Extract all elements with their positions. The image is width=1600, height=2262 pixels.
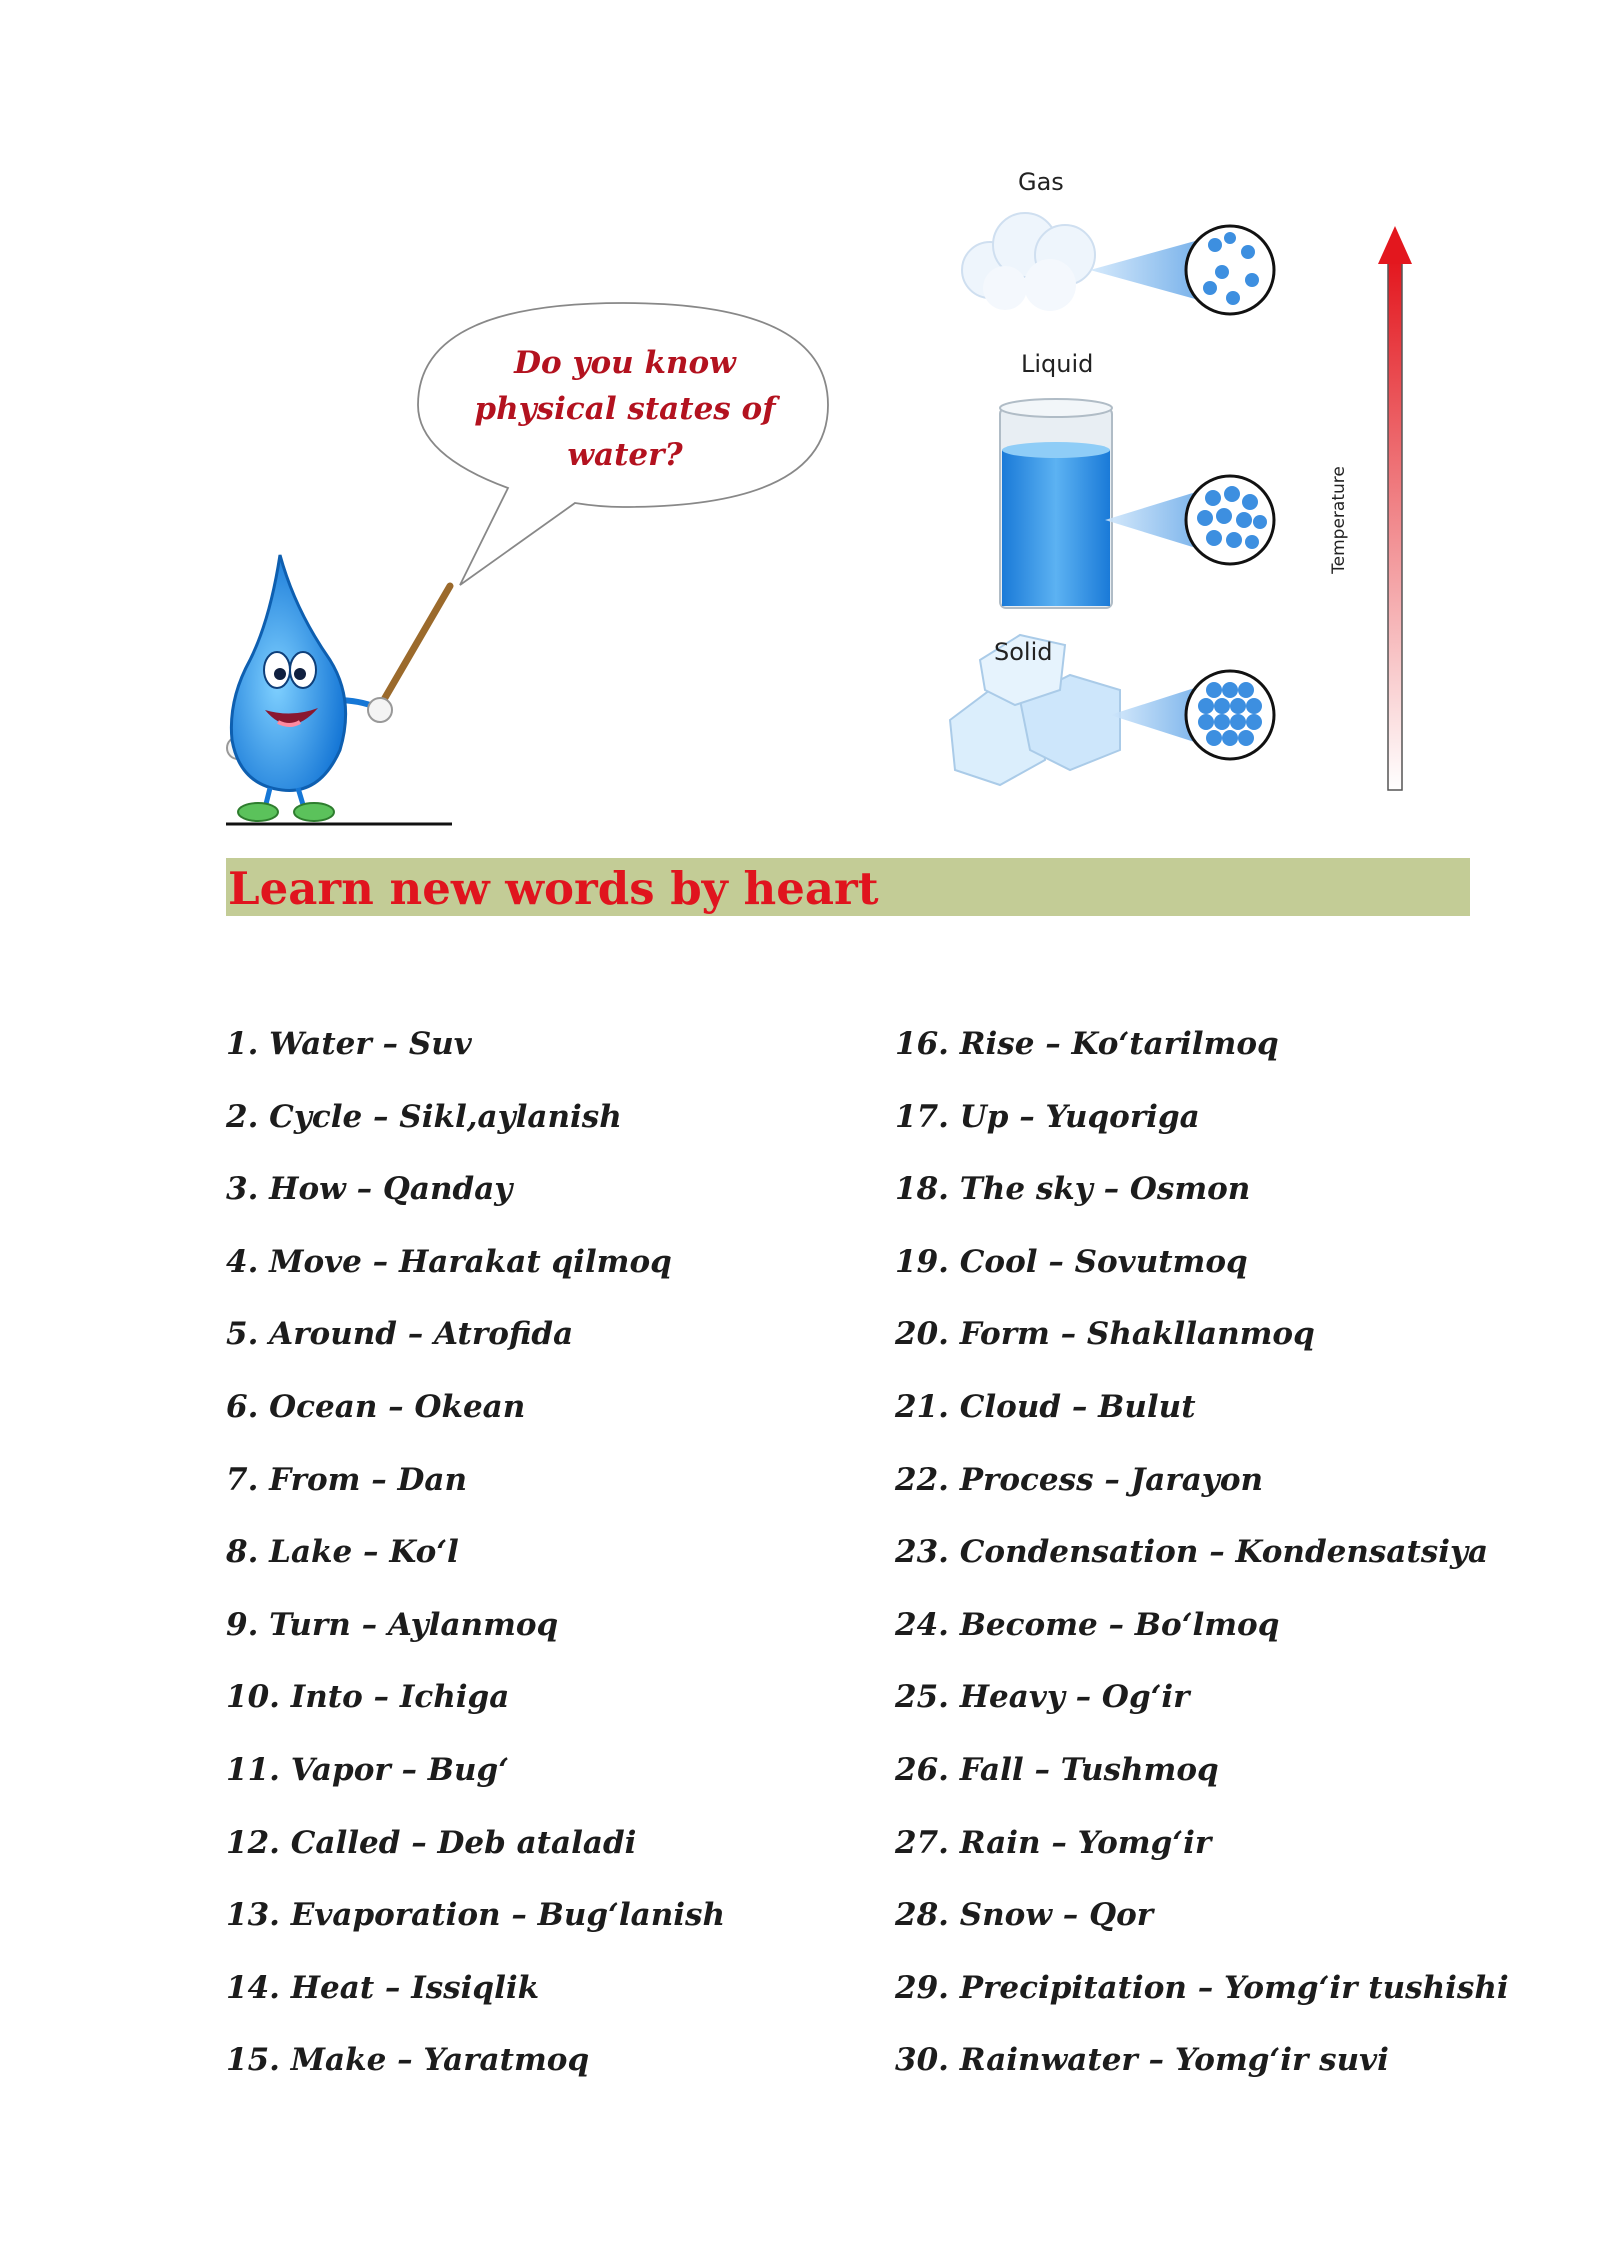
vocab-item: 3. How – Qanday <box>226 1171 513 1208</box>
vocab-item: 8. Lake – Ko‘l <box>226 1534 459 1571</box>
bubble-line: physical states of <box>474 391 776 427</box>
vocab-item: 17. Up – Yuqoriga <box>895 1098 1200 1135</box>
label-solid: Solid <box>994 638 1053 666</box>
vocab-item: 16. Rise – Ko‘tarilmoq <box>895 1026 1279 1062</box>
vocab-item: 11. Vapor – Bug‘ <box>226 1751 509 1788</box>
vocab-item: 25. Heavy – Og‘ir <box>895 1679 1190 1716</box>
beaker-icon <box>1000 399 1112 608</box>
water-drop-mascot-icon <box>220 550 460 830</box>
vocab-item: 20. Form – Shakllanmoq <box>895 1316 1315 1353</box>
bubble-line: Do you know <box>514 345 736 381</box>
vocab-item: 18. The sky – Osmon <box>895 1171 1251 1208</box>
states-graphic <box>930 160 1450 800</box>
vocab-list-left <box>226 1020 725 2109</box>
water-states-diagram <box>930 160 1450 800</box>
vocab-item: 1. Water – Suv <box>226 1026 472 1062</box>
vocab-item: 14. Heat – Issiqlik <box>226 1969 540 2006</box>
vocab-list-right <box>895 1020 1509 2109</box>
vocab-item: 2. Cycle – Sikl,aylanish <box>226 1098 622 1135</box>
vocab-item: 22. Process – Jarayon <box>895 1461 1264 1498</box>
cloud-icon <box>962 213 1095 311</box>
vocab-item: 28. Snow – Qor <box>895 1897 1154 1934</box>
label-liquid: Liquid <box>1021 350 1094 378</box>
vocab-item: 6. Ocean – Okean <box>226 1388 526 1425</box>
vocab-item: 5. Around – Atrofida <box>226 1316 574 1353</box>
section-heading: Learn new words by heart <box>228 862 879 915</box>
vocab-item: 27. Rain – Yomg‘ir <box>895 1824 1212 1861</box>
vocab-item: 10. Into – Ichiga <box>226 1679 510 1716</box>
vocab-item: 7. From – Dan <box>226 1461 468 1498</box>
vocab-item: 9. Turn – Aylanmoq <box>226 1606 559 1643</box>
label-temperature: Temperature <box>1328 466 1349 574</box>
vocab-item: 4. Move – Harakat qilmoq <box>226 1243 672 1280</box>
vocab-item: 13. Evaporation – Bug‘lanish <box>226 1897 725 1934</box>
vocab-item: 12. Called – Deb ataladi <box>226 1824 637 1861</box>
bubble-line: water? <box>567 437 683 473</box>
vocab-item: 29. Precipitation – Yomg‘ir tushishi <box>895 1969 1509 2006</box>
vocab-item: 15. Make – Yaratmoq <box>226 2042 590 2079</box>
vocab-item: 19. Cool – Sovutmoq <box>895 1243 1248 1280</box>
bubble-question <box>440 340 810 478</box>
vocab-item: 30. Rainwater – Yomg‘ir suvi <box>895 2042 1389 2079</box>
label-gas: Gas <box>1018 168 1064 196</box>
vocab-item: 24. Become – Bo‘lmoq <box>895 1606 1280 1643</box>
vocab-item: 23. Condensation – Kondensatsiya <box>895 1534 1489 1571</box>
vocab-item: 21. Cloud – Bulut <box>895 1388 1196 1425</box>
vocab-item: 26. Fall – Tushmoq <box>895 1751 1219 1788</box>
temperature-arrow-icon <box>1378 226 1412 790</box>
